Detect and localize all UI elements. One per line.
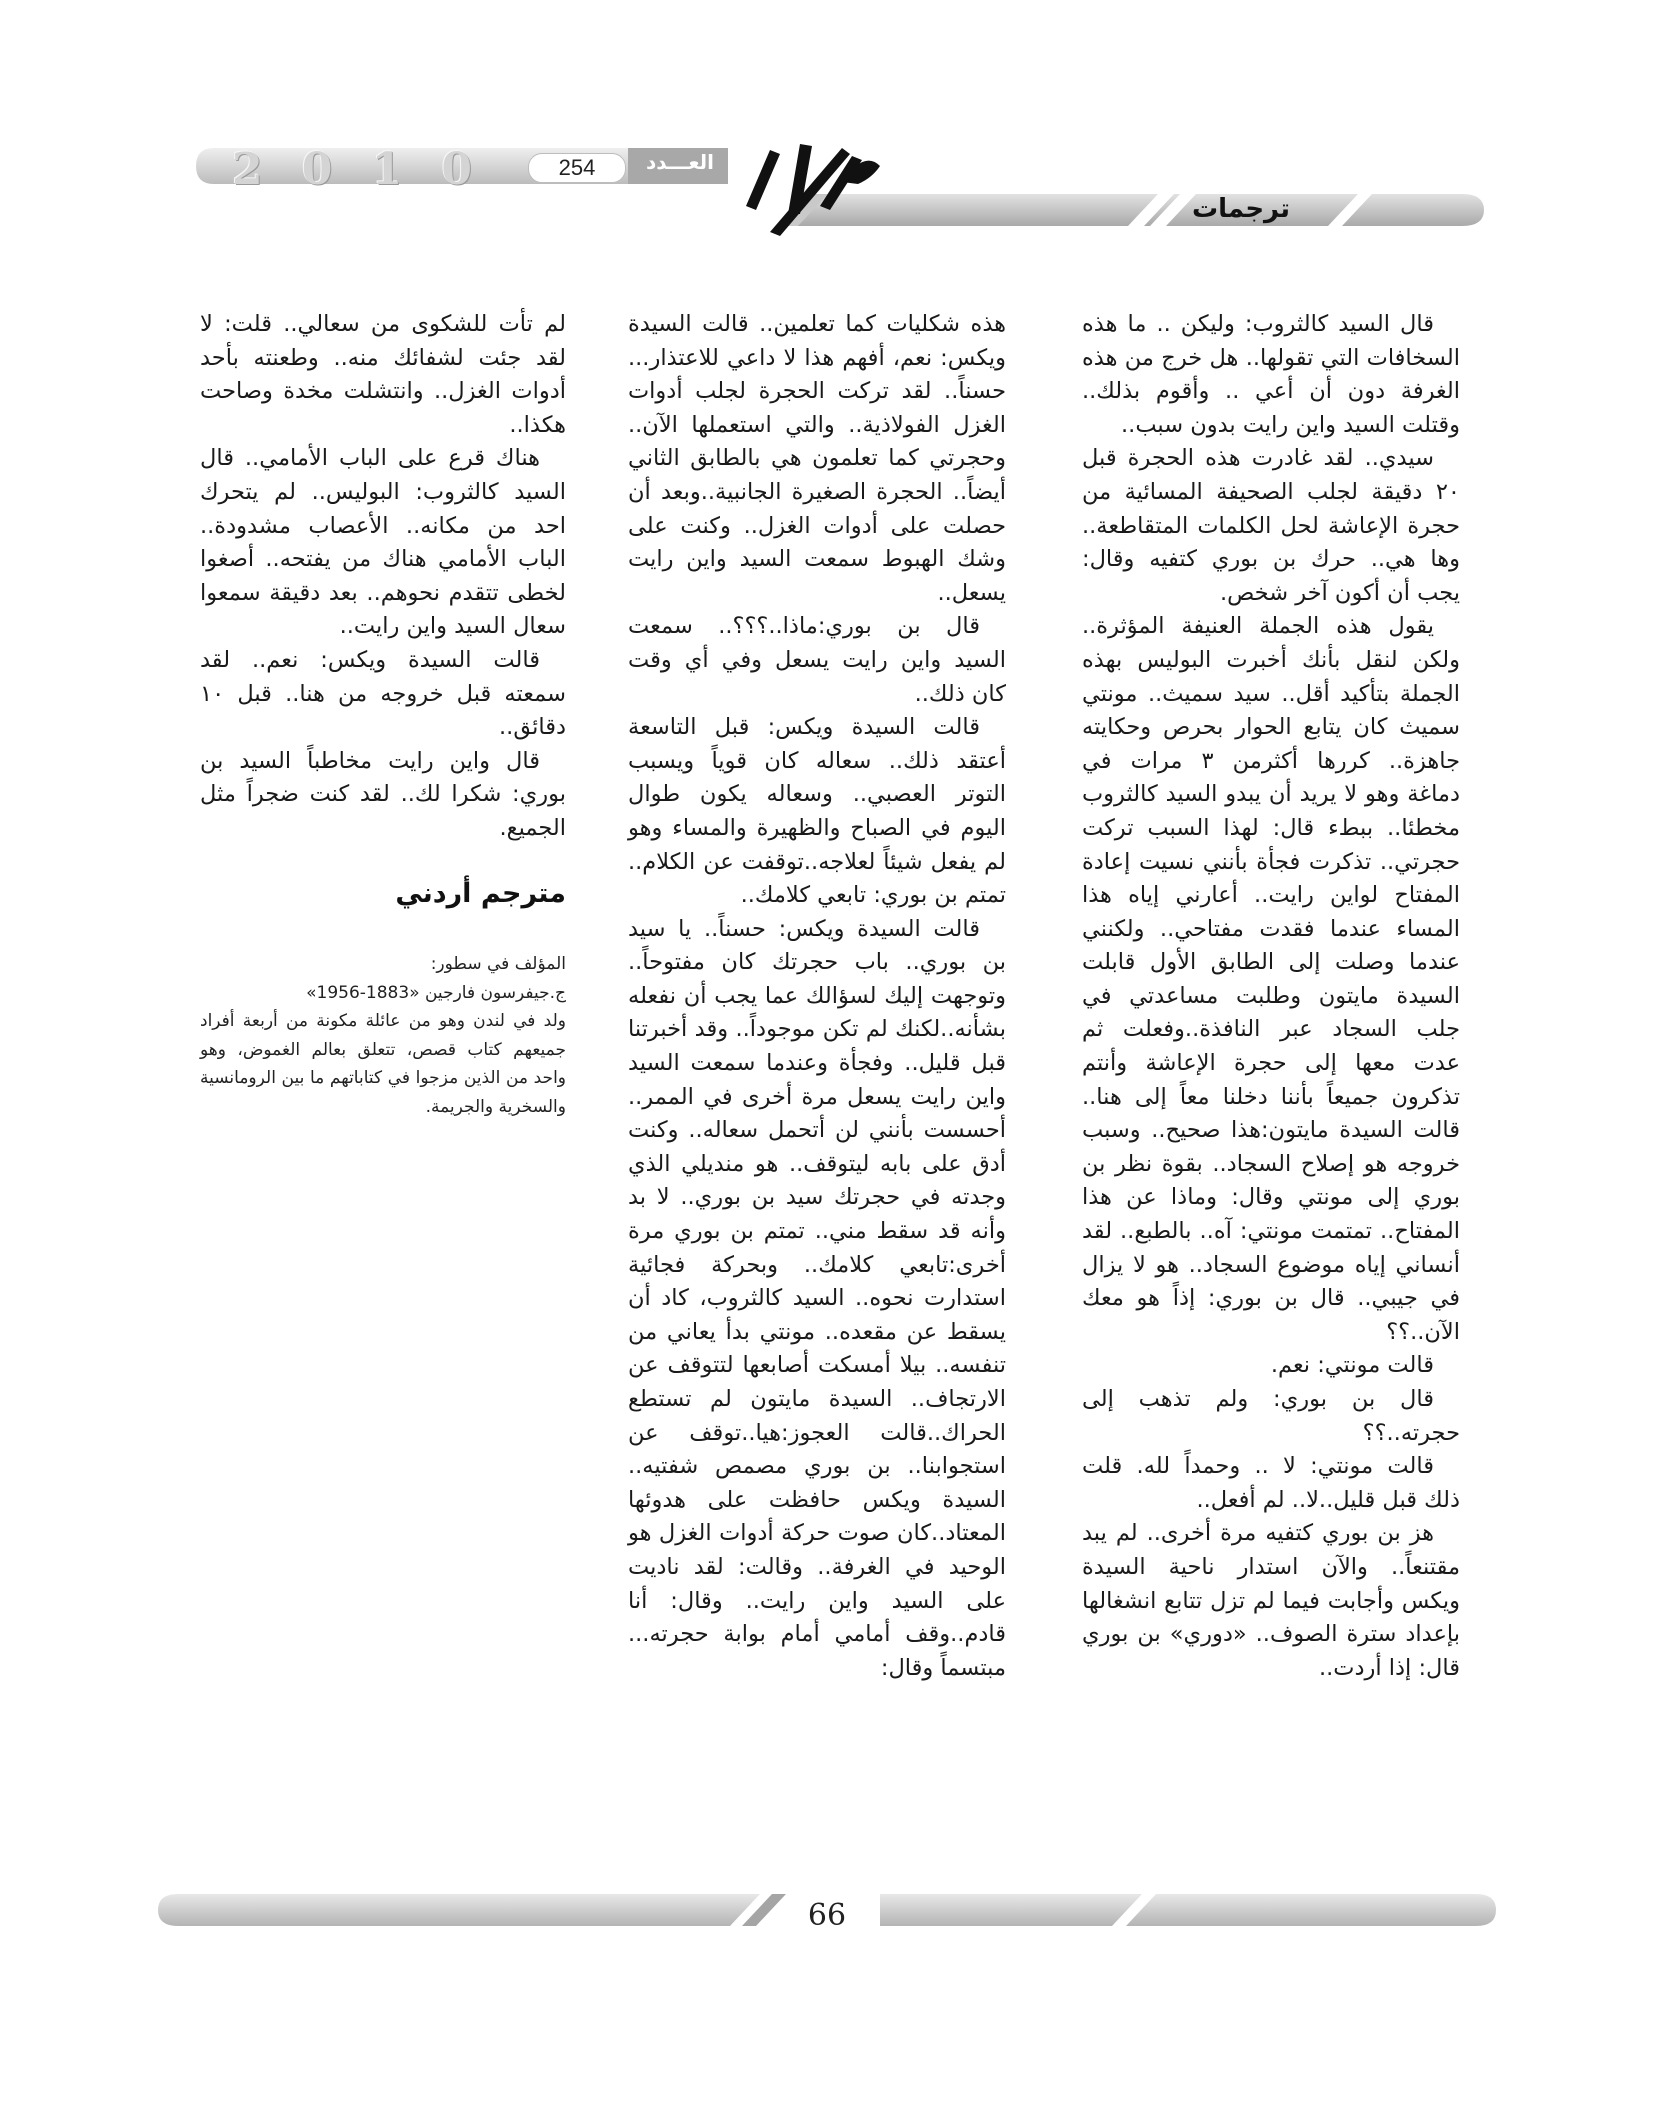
page-number: 66 xyxy=(807,1898,847,1933)
paragraph: قال السيد كالثروب: وليكن .. ما هذه السخافات التي تقولها.. هل خرج من هذه الغرفة دون أن أعي .. وأقوم بذلك.. وقتلت السيد واين رايت بدون سبب.. xyxy=(1082,311,1460,438)
text-column-middle xyxy=(628,308,1006,1685)
paragraph: هز بن بوري كتفيه مرة أخرى.. لم يبد مقتنعاً.. والآن استدار ناحية السيدة ويكس وأجابت فيما لم تزل تتابع انشغالها بإعداد سترة الصوف.. «دوري» بن بوري قال: إذا أردت.. xyxy=(1082,1520,1460,1681)
header-decoration xyxy=(0,0,1654,240)
paragraph: يقول هذه الجملة العنيفة المؤثرة.. ولكن لنقل بأنك أخبرت البوليس بهذه الجملة بتأكيد أقل.. سيد سميث.. مونتي سميث كان يتابع الحوار بحرص وحكايته جاهزة.. كررها أكثرمن ٣ مرات في دماغة وهو لا يريد أن يبدو السيد كالثروب مخطئا.. ببطء قال: لهذا السبب تركت حجرتي.. تذكرت فجأة بأنني نسيت إعادة المفتاح لواين رايت.. أعارني إياه هذا المساء عندما فقدت مفتاحي.. ولكنني عندما وصلت إلى الطابق الأول قابلت السيدة مايتون وطلبت مساعدتي في جلب السجاد عبر النافذة..وفعلت ثم عدت معها إلى حجرة الإعاشة وأنتم تذكرون جميعاً بأننا دخلنا معاً إلى هنا.. قالت السيدة مايتون:هذا صحيح.. وسبب خروجه هو إصلاح السجاد.. بقوة نظر بن بوري إلى مونتي وقال: وماذا عن هذا المفتاح.. تمتمت مونتي: آه.. بالطبع.. لقد أنساني إياه موضوع السجاد.. هو لا يزال في جيبي.. قال بن بوري: إذاً هو معك الآن..؟؟ xyxy=(1082,613,1460,1345)
year-digit: 0 xyxy=(441,144,472,195)
text-column-left xyxy=(200,308,566,846)
bio-heading: المؤلف في سطور: xyxy=(430,954,566,974)
translator-credit: مترجم أردني xyxy=(395,878,566,909)
paragraph: لم تأت للشكوى من سعالي.. قلت: لا لقد جئت لشفائك منه.. وطعنته بأحد أدوات الغزل.. وانتشلت مخدة وصاحت هكذا.. xyxy=(200,311,566,438)
bio-author-name: ج.جيفرسون فارجين «1883-1956» xyxy=(306,982,566,1003)
year-digits xyxy=(232,144,472,195)
paragraph: قال بن بوري:ماذا..؟؟؟.. سمعت السيد واين رايت يسعل وفي أي وقت كان ذلك.. xyxy=(628,613,1006,707)
bio-text: ولد في لندن وهو من عائلة مكونة من أربعة أفراد جميعهم كتاب قصص، تتعلق بعالم الغموض، وهو واحد من الذين مزجوا في كتاباتهم ما بين الرومانسية والسخرية والجريمة. xyxy=(200,1011,566,1117)
section-title: ترجمات xyxy=(1192,194,1290,224)
year-digit: 1 xyxy=(371,144,403,195)
year-digit: 2 xyxy=(232,144,263,195)
paragraph: قالت مونتي: لا .. وحمداً لله. قلت ذلك قبل قليل..لا.. لم أفعل.. xyxy=(1082,1453,1460,1513)
paragraph: هناك قرع على الباب الأمامي.. قال السيد كالثروب: البوليس.. لم يتحرك احد من مكانه.. الأعصاب مشدودة.. الباب الأمامي هناك من يفتحه.. أصغوا لخطى تتقدم نحوهم.. بعد دقيقة سمعوا سعال السيد واين رايت.. xyxy=(200,445,566,640)
author-bio xyxy=(200,950,566,1122)
paragraph: قالت السيدة ويكس: قبل التاسعة أعتقد ذلك.. سعاله كان قوياً ويسبب التوتر العصبي.. وسعاله يكون طوال اليوم في الصباح والظهيرة والمساء وهو لم يفعل شيئاً لعلاجه..توقفت عن الكلام.. تمتم بن بوري: تابعي كلامك.. xyxy=(628,714,1006,909)
paragraph: هذه شكليات كما تعلمين.. قالت السيدة ويكس: نعم، أفهم هذا لا داعي للاعتذار... حسناً.. لقد تركت الحجرة لجلب أدوات الغزل الفولاذية.. والتي استعملها الآن.. وحجرتي كما تعلمون هي بالطابق الثاني أيضاً.. الحجرة الصغيرة الجانبية..وبعد أن حصلت على أدوات الغزل.. وكنت على وشك الهبوط سمعت السيد واين رايت يسعل.. xyxy=(628,311,1006,606)
paragraph: سيدي.. لقد غادرت هذه الحجرة قبل ٢٠ دقيقة لجلب الصحيفة المسائية من حجرة الإعاشة لحل الكلمات المتقاطعة.. وها هي.. حرك بن بوري كتفيه وقال: يجب أن أكون آخر شخص. xyxy=(1082,445,1460,606)
paragraph: قالت السيدة ويكس: حسناً.. يا سيد بن بوري.. باب حجرتك كان مفتوحاً.. وتوجهت إليك لسؤالك عما يجب أن نفعله بشأنه..لكنك لم تكن موجوداً.. وقد أخبرتنا قبل قليل.. وفجأة وعندما سمعت السيد واين رايت يسعل مرة أخرى في الممر.. أحسست بأنني لن أتحمل سعاله.. وكنت أدق على بابه ليتوقف.. هو منديلي الذي وجدته في حجرتك سيد بن بوري.. لا بد وأنه قد سقط مني.. تمتم بن بوري مرة أخرى:تابعي كلامك.. وبحركة فجائية استدارت نحوه.. السيد كالثروب، كاد أن يسقط عن مقعده.. مونتي بدأ يعاني من تنفسه.. بيلا أمسكت أصابعها لتتوقف عن الارتجاف.. السيدة مايتون لم تستطع الحراك..قالت العجوز:هيا..توقف عن استجوابنا.. بن بوري مصمص شفتيه.. السيدة ويكس حافظت على هدوئها المعتاد..كان صوت حركة أدوات الغزل هو الوحيد في الغرفة.. وقالت: لقد ناديت على السيد واين رايت.. وقال: أنا قادم..وقف أمامي أمام بوابة حجرته... مبتسماً وقال: xyxy=(628,915,1006,1681)
text-column-right xyxy=(1082,308,1460,1685)
year-digit: 0 xyxy=(301,144,333,195)
issue-label: العـــدد xyxy=(646,150,714,174)
paragraph: قالت مونتي: نعم. xyxy=(1270,1352,1434,1379)
paragraph: قالت السيدة ويكس: نعم.. لقد سمعته قبل خروجه من هنا.. قبل ١٠ دقائق.. xyxy=(200,646,566,741)
paragraph: قال واين رايت مخاطباً السيد بن بوري: شكرا لك.. لقد كنت ضجراً مثل الجميع. xyxy=(200,747,566,841)
issue-number: 254 xyxy=(528,153,626,183)
paragraph: قال بن بوري: ولم تذهب إلى حجرته..؟؟ xyxy=(1082,1386,1460,1446)
